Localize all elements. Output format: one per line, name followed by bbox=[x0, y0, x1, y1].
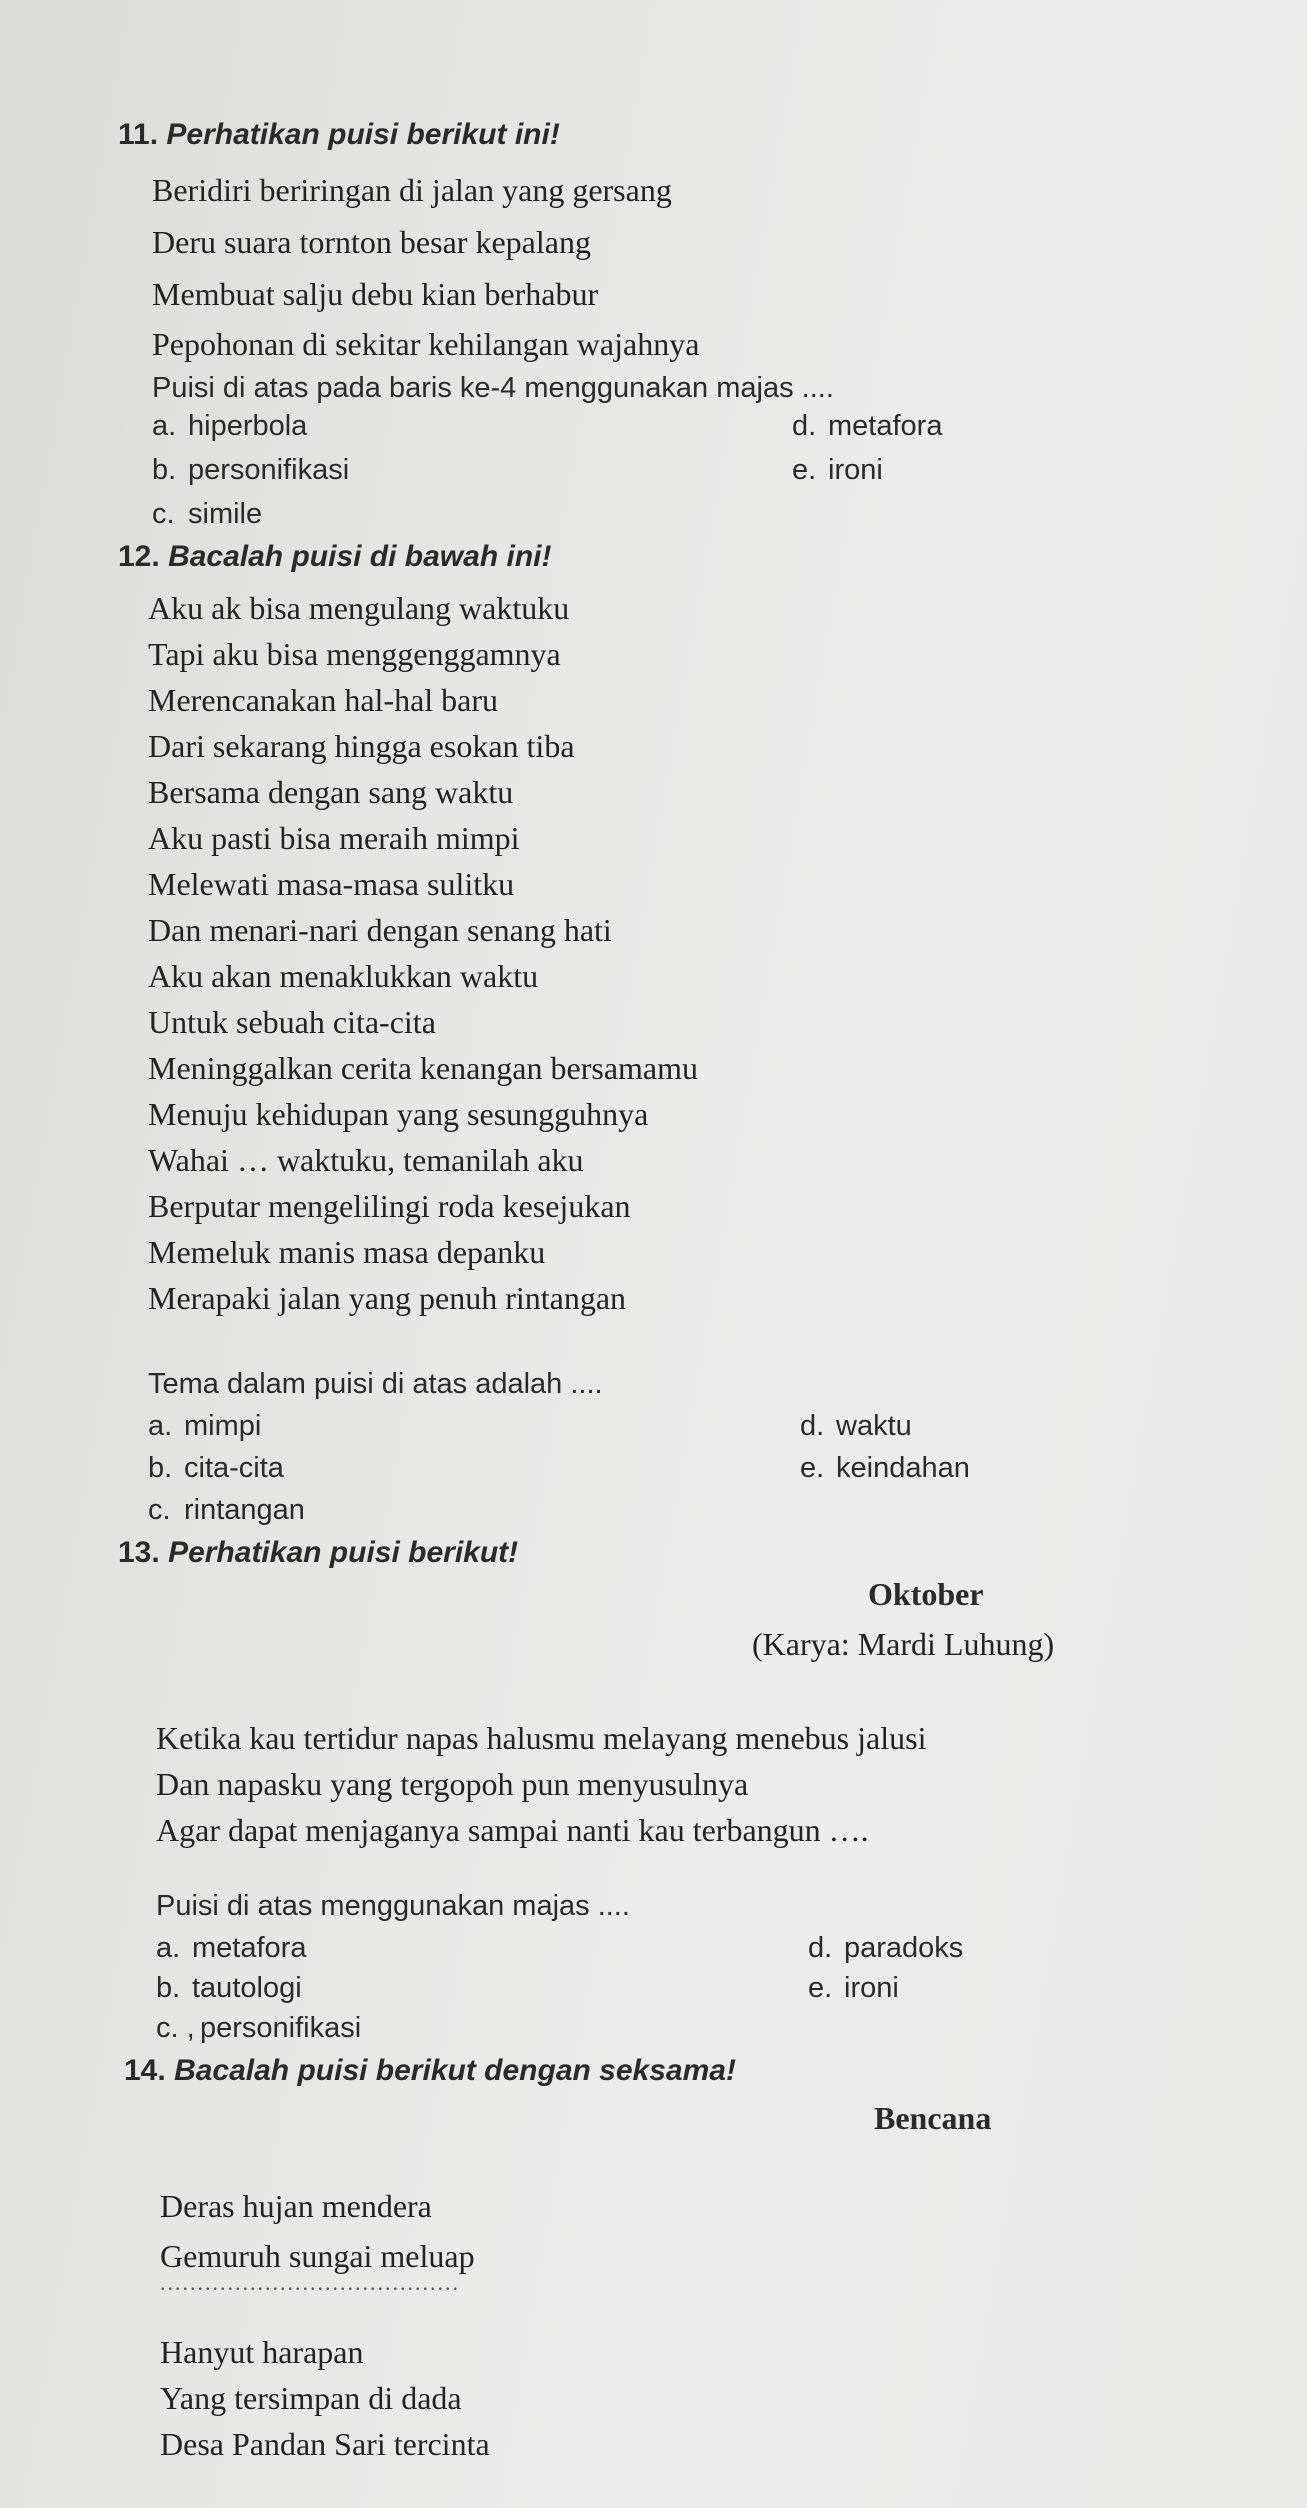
poem-line: Tapi aku bisa menggenggamnya bbox=[148, 636, 561, 672]
option-key: c. bbox=[152, 498, 175, 530]
option-a bbox=[156, 1932, 306, 1965]
option-text: cita-cita bbox=[184, 1452, 284, 1484]
poem-blank-line: ........................................ bbox=[160, 2270, 460, 2295]
poem-line: Dan menari-nari dengan senang hati bbox=[148, 912, 612, 948]
option-b bbox=[156, 1972, 302, 2005]
question-instruction: Bacalah puisi di bawah ini! bbox=[168, 540, 552, 573]
option-text: metafora bbox=[828, 410, 943, 442]
question-number: 11. bbox=[118, 118, 159, 151]
poem-line: Gemuruh sungai meluap bbox=[160, 2238, 475, 2274]
question-11-heading bbox=[118, 118, 560, 152]
option-text: tautologi bbox=[192, 1972, 302, 2004]
question-instruction: Perhatikan puisi berikut! bbox=[168, 1536, 519, 1569]
poem-line: Melewati masa-masa sulitku bbox=[148, 866, 515, 902]
option-text: ironi bbox=[828, 454, 883, 486]
option-c bbox=[152, 498, 262, 531]
poem-line: Dari sekarang hingga esokan tiba bbox=[148, 728, 575, 764]
poem-line: Membuat salju debu kian berhabur bbox=[152, 276, 599, 312]
option-text: personifikasi bbox=[200, 2012, 362, 2044]
option-key: d. bbox=[792, 410, 817, 442]
option-key: e. bbox=[792, 454, 817, 486]
poem-title: Bencana bbox=[874, 2100, 992, 2136]
option-e bbox=[808, 1972, 899, 2005]
option-text: simile bbox=[188, 498, 263, 530]
question-number: 12. bbox=[118, 540, 160, 573]
poem-line: Memeluk manis masa depanku bbox=[148, 1234, 546, 1270]
poem-line: Aku pasti bisa meraih mimpi bbox=[148, 820, 520, 856]
option-text: personifikasi bbox=[188, 454, 350, 486]
option-key: b. bbox=[148, 1452, 173, 1484]
poem-line: Meninggalkan cerita kenangan bersamamu bbox=[148, 1050, 698, 1086]
poem-line: Menuju kehidupan yang sesungguhnya bbox=[148, 1096, 649, 1132]
poem-line: Bersama dengan sang waktu bbox=[148, 774, 514, 810]
question-number: 13. bbox=[118, 1536, 160, 1569]
question-text: Puisi di atas pada baris ke-4 menggunakan majas .... bbox=[152, 372, 834, 404]
poem-line: Aku akan menaklukkan waktu bbox=[148, 958, 539, 994]
poem-line: Deru suara tornton besar kepalang bbox=[152, 224, 591, 260]
poem-line: Berputar mengelilingi roda kesejukan bbox=[148, 1188, 631, 1224]
option-b bbox=[152, 454, 349, 487]
question-text: Tema dalam puisi di atas adalah .... bbox=[148, 1368, 603, 1400]
option-key: e. bbox=[800, 1452, 825, 1484]
option-text: paradoks bbox=[844, 1932, 964, 1964]
poem-line: Agar dapat menjaganya sampai nanti kau terbangun …. bbox=[156, 1812, 869, 1848]
option-key: d. bbox=[800, 1410, 825, 1442]
option-text: ironi bbox=[844, 1972, 899, 2004]
option-text: mimpi bbox=[184, 1410, 262, 1442]
poem-title: Oktober bbox=[868, 1576, 984, 1612]
poem-line: Merapaki jalan yang penuh rintangan bbox=[148, 1280, 627, 1316]
option-d bbox=[792, 410, 942, 443]
option-text: metafora bbox=[192, 1932, 307, 1964]
poem-line: Merencanakan hal-hal baru bbox=[148, 682, 499, 718]
poem-line: Aku ak bisa mengulang waktuku bbox=[148, 590, 570, 626]
poem-line: Hanyut harapan bbox=[160, 2334, 364, 2370]
option-key: e. bbox=[808, 1972, 833, 2004]
option-key: a. bbox=[152, 410, 177, 442]
option-a bbox=[152, 410, 307, 443]
option-text: rintangan bbox=[184, 1494, 305, 1526]
option-a bbox=[148, 1410, 261, 1443]
question-number: 14. bbox=[124, 2054, 166, 2087]
poem-line: Wahai … waktuku, temanilah aku bbox=[148, 1142, 584, 1178]
question-instruction: Bacalah puisi berikut dengan seksama! bbox=[174, 2054, 736, 2087]
option-key: b. bbox=[152, 454, 177, 486]
option-key: d. bbox=[808, 1932, 833, 1964]
question-13-heading bbox=[118, 1536, 518, 1570]
poem-line: Desa Pandan Sari tercinta bbox=[160, 2426, 490, 2462]
option-c bbox=[156, 2012, 361, 2045]
option-text: hiperbola bbox=[188, 410, 308, 442]
question-12-heading bbox=[118, 540, 551, 574]
option-text: waktu bbox=[836, 1410, 912, 1442]
poem-line: Dan napasku yang tergopoh pun menyusulnya bbox=[156, 1766, 749, 1802]
poem-line: Untuk sebuah cita-cita bbox=[148, 1004, 436, 1040]
option-c bbox=[148, 1494, 305, 1527]
option-e bbox=[792, 454, 883, 487]
poem-line: Yang tersimpan di dada bbox=[160, 2380, 462, 2416]
option-key: a. bbox=[156, 1932, 181, 1964]
question-14-heading bbox=[124, 2054, 736, 2088]
question-text: Puisi di atas menggunakan majas .... bbox=[156, 1890, 630, 1922]
poem-line: Deras hujan mendera bbox=[160, 2188, 432, 2224]
option-text: keindahan bbox=[836, 1452, 970, 1484]
poem-author: (Karya: Mardi Luhung) bbox=[752, 1626, 1055, 1662]
question-instruction: Perhatikan puisi berikut ini! bbox=[166, 118, 560, 151]
poem-line: Beridiri beriringan di jalan yang gersang bbox=[152, 172, 672, 208]
option-e bbox=[800, 1452, 970, 1485]
option-d bbox=[800, 1410, 912, 1443]
poem-line: Ketika kau tertidur napas halusmu melayang menebus jalusi bbox=[156, 1720, 927, 1756]
option-key: c. bbox=[148, 1494, 171, 1526]
poem-line: Pepohonan di sekitar kehilangan wajahnya bbox=[152, 326, 700, 362]
option-d bbox=[808, 1932, 963, 1965]
option-b bbox=[148, 1452, 284, 1485]
option-key: b. bbox=[156, 1972, 181, 2004]
option-key: a. bbox=[148, 1410, 173, 1442]
option-key: c. , bbox=[156, 2012, 195, 2044]
